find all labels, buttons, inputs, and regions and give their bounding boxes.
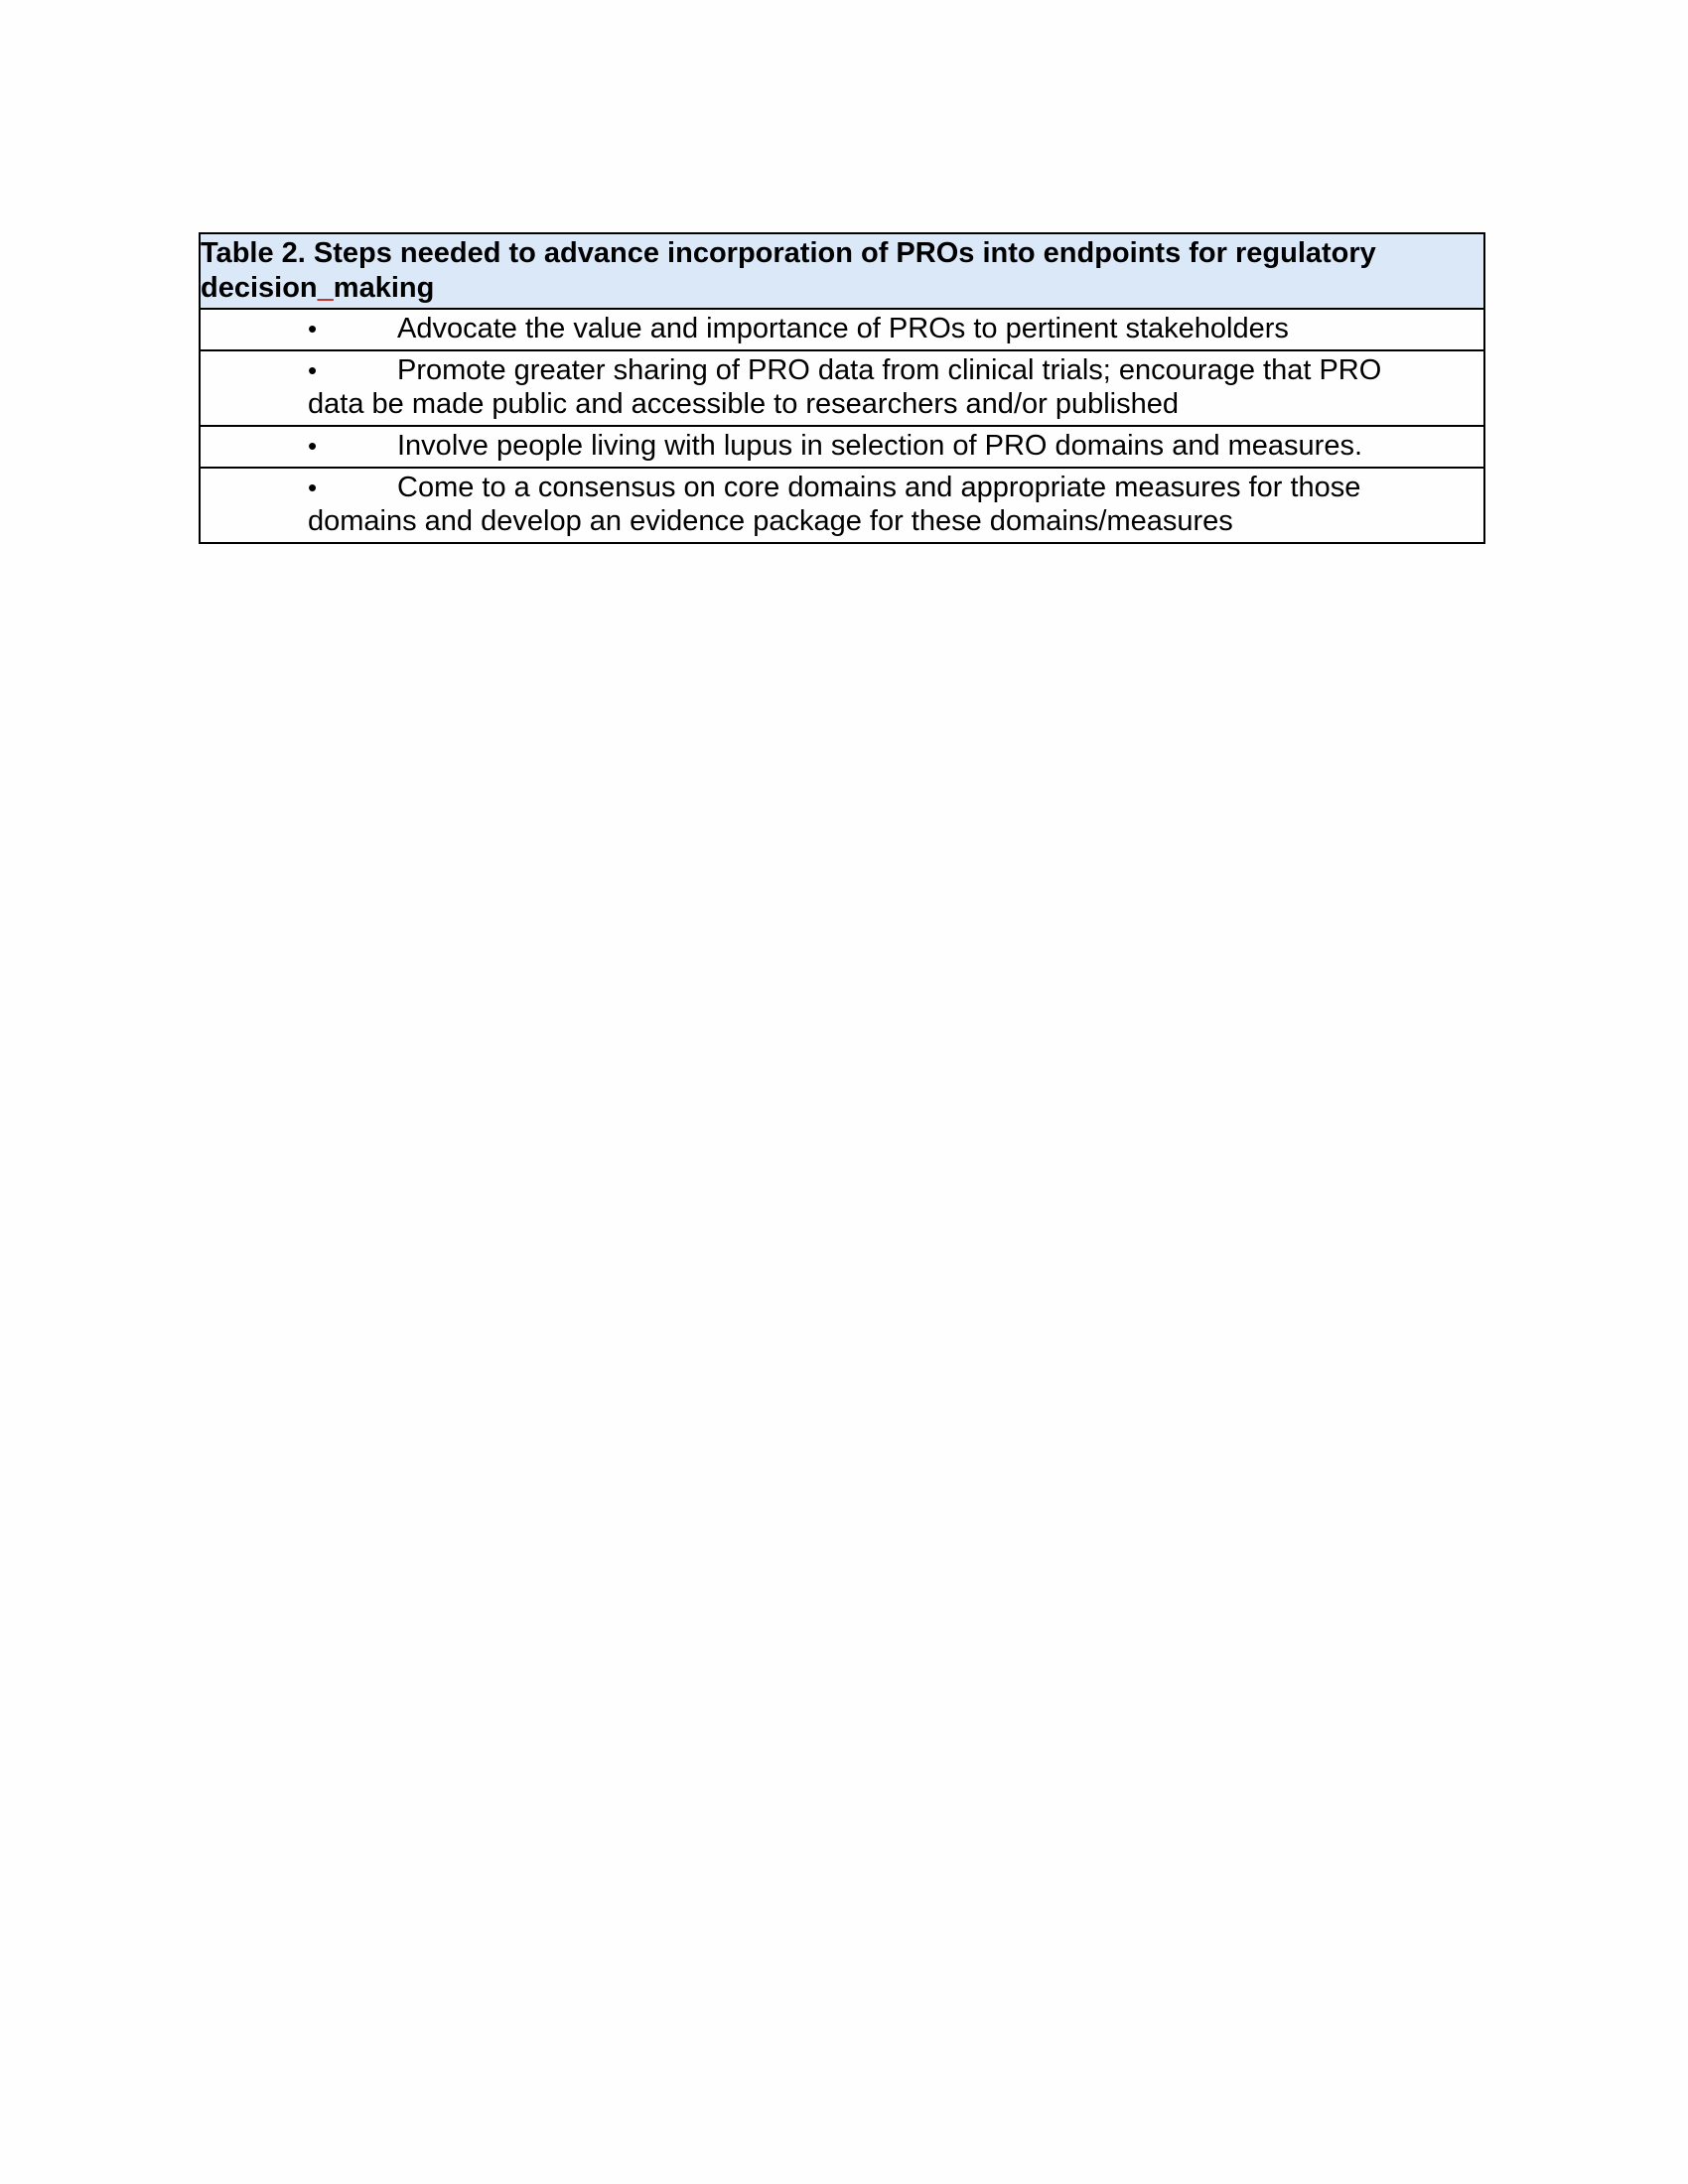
- row-text: Involve people living with lupus in selection of PRO domains and measures.: [397, 430, 1363, 462]
- bullet-icon: •: [308, 355, 318, 385]
- bullet-icon: •: [308, 314, 318, 343]
- table-row: [201, 351, 1483, 427]
- table-row: [201, 427, 1483, 469]
- steps-table: [199, 232, 1485, 544]
- table-title-separator: _: [317, 272, 334, 304]
- row-text: Promote greater sharing of PRO data from clinical trials; encourage that PRO data be made public and accessible to researchers and/or published: [308, 354, 1382, 420]
- row-text: Come to a consensus on core domains and appropriate measures for those domains and develop an evidence package for these domains/measures: [308, 472, 1361, 537]
- table-row: [201, 310, 1483, 351]
- table-title: [201, 234, 1483, 310]
- table-row: [201, 469, 1483, 542]
- table-title-text-end: making: [333, 272, 435, 304]
- bullet-icon: •: [308, 473, 318, 502]
- table-title-text: Table 2. Steps needed to advance incorporation of PROs into endpoints for regulatory decision: [201, 237, 1376, 304]
- bullet-icon: •: [308, 431, 318, 461]
- row-text: Advocate the value and importance of PROs to pertinent stakeholders: [397, 313, 1289, 344]
